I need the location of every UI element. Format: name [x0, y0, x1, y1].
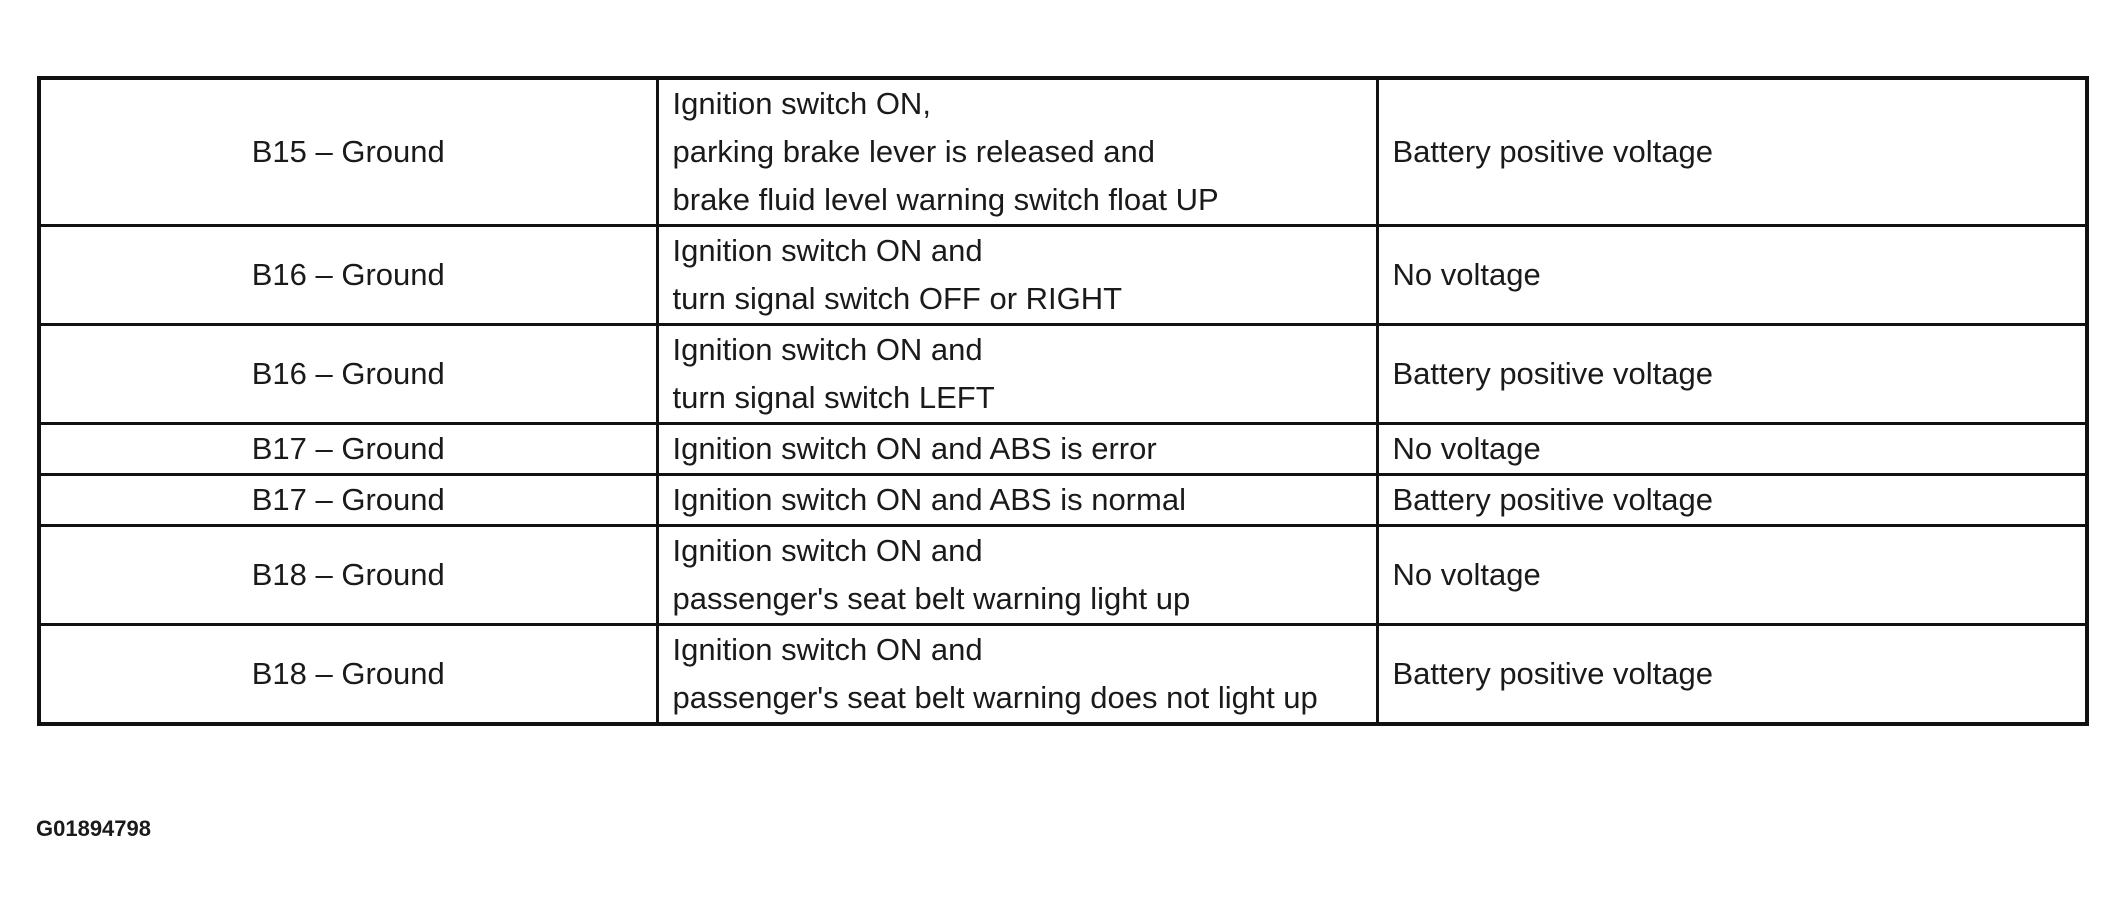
- condition-cell: [657, 526, 1377, 625]
- specified-condition-cell: Battery positive voltage: [1377, 78, 2087, 226]
- specified-condition-cell: No voltage: [1377, 226, 2087, 325]
- condition-line: Ignition switch ON and: [672, 233, 983, 268]
- terminal-cell: B17 – Ground: [39, 424, 657, 475]
- condition-line: Ignition switch ON and: [672, 332, 983, 367]
- condition-cell: [657, 475, 1377, 526]
- table-row: [39, 526, 2087, 625]
- table-row: [39, 325, 2087, 424]
- condition-cell: [657, 625, 1377, 725]
- terminal-cell: B15 – Ground: [39, 78, 657, 226]
- table-row: [39, 226, 2087, 325]
- specified-condition-cell: No voltage: [1377, 424, 2087, 475]
- condition-line: Ignition switch ON,: [672, 86, 931, 121]
- condition-line: Ignition switch ON and: [672, 533, 983, 568]
- terminal-cell: B18 – Ground: [39, 625, 657, 725]
- terminal-voltage-table: [37, 76, 2089, 726]
- condition-line: brake fluid level warning switch float UP: [672, 182, 1219, 217]
- terminal-cell: B16 – Ground: [39, 226, 657, 325]
- terminal-cell: B17 – Ground: [39, 475, 657, 526]
- condition-line: turn signal switch LEFT: [672, 380, 995, 415]
- specified-condition-cell: No voltage: [1377, 526, 2087, 625]
- condition-line: Ignition switch ON and: [672, 632, 983, 667]
- terminal-cell: B18 – Ground: [39, 526, 657, 625]
- terminal-cell: B16 – Ground: [39, 325, 657, 424]
- condition-line: Ignition switch ON and ABS is normal: [672, 482, 1186, 517]
- condition-line: turn signal switch OFF or RIGHT: [672, 281, 1123, 316]
- specified-condition-cell: Battery positive voltage: [1377, 475, 2087, 526]
- specified-condition-cell: Battery positive voltage: [1377, 625, 2087, 725]
- condition-cell: [657, 78, 1377, 226]
- condition-line: passenger's seat belt warning light up: [672, 581, 1191, 616]
- condition-line: passenger's seat belt warning does not light up: [672, 680, 1318, 715]
- table-row: [39, 78, 2087, 226]
- condition-cell: [657, 226, 1377, 325]
- specified-condition-cell: Battery positive voltage: [1377, 325, 2087, 424]
- condition-line: parking brake lever is released and: [672, 134, 1155, 169]
- table-row: [39, 424, 2087, 475]
- terminal-voltage-table-container: [37, 76, 2089, 726]
- condition-line: Ignition switch ON and ABS is error: [672, 431, 1157, 466]
- figure-id-label: G01894798: [36, 816, 151, 841]
- table-row: [39, 625, 2087, 725]
- table-row: [39, 475, 2087, 526]
- condition-cell: [657, 325, 1377, 424]
- condition-cell: [657, 424, 1377, 475]
